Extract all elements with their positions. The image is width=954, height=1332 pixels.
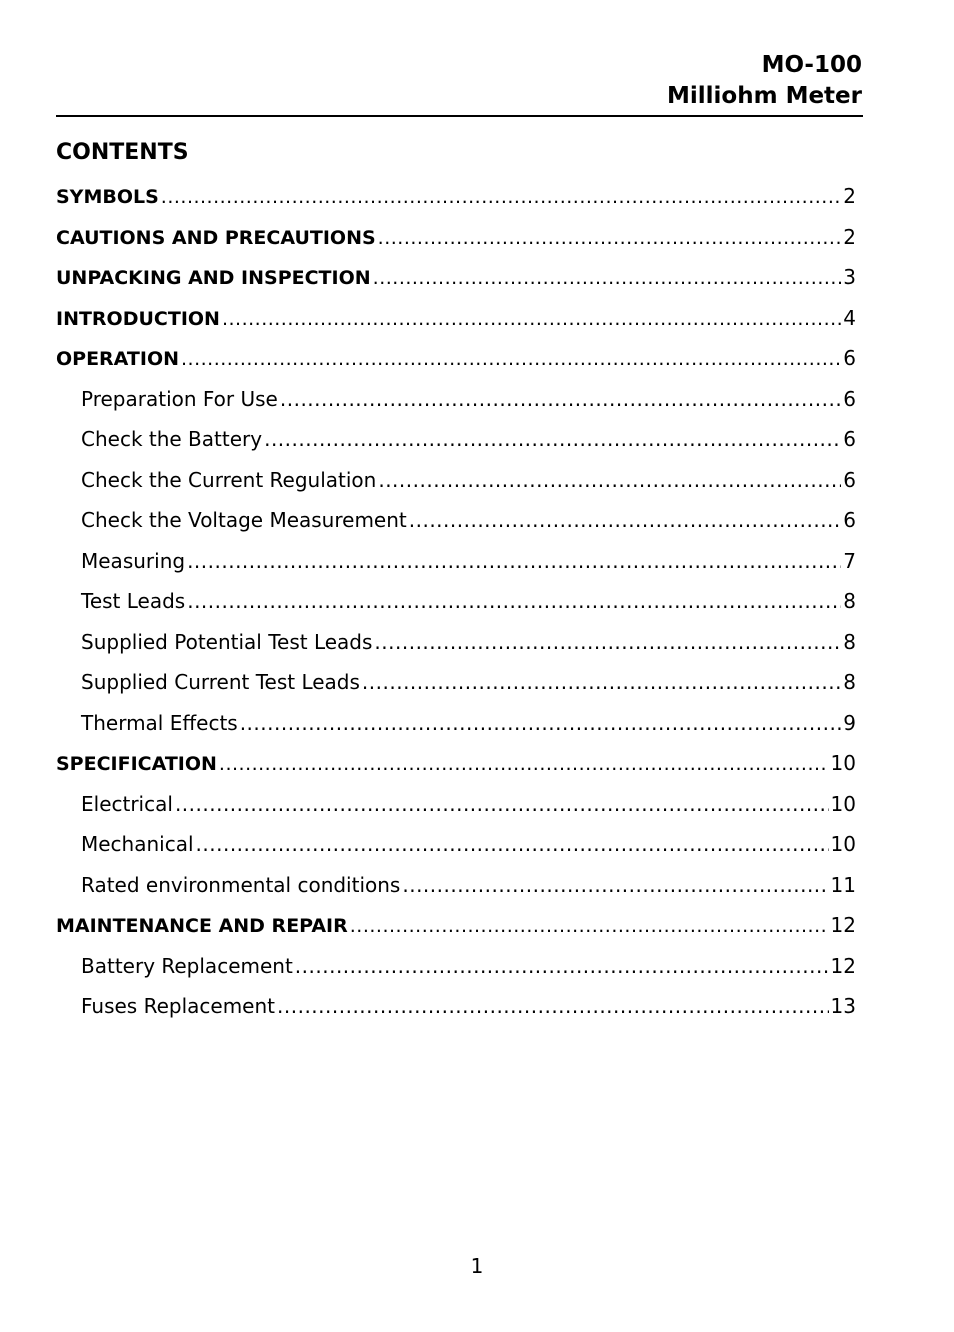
toc-entry-page: 6 <box>843 427 856 451</box>
toc-entry[interactable] <box>56 338 856 379</box>
toc-entry-label: MAINTENANCE AND REPAIR <box>56 915 348 937</box>
toc-entry-label: Thermal Effects <box>81 710 238 735</box>
document-header <box>56 50 862 112</box>
toc-entry[interactable] <box>56 743 856 784</box>
toc-entry-label: Test Leads <box>81 589 186 613</box>
toc-entry-label: Fuses Replacement <box>81 994 276 1018</box>
toc-entry-label: Check the Voltage Measurement <box>81 508 407 532</box>
toc-dot-leader <box>378 218 842 259</box>
toc-dot-leader <box>295 946 829 987</box>
toc-entry-label: Check the Battery <box>81 427 263 451</box>
toc-entry-page: 8 <box>843 589 856 613</box>
toc-entry-page: 10 <box>830 791 856 816</box>
toc-entry[interactable] <box>56 217 856 258</box>
toc-entry[interactable] <box>56 784 856 825</box>
toc-dot-leader <box>175 784 829 825</box>
toc-dot-leader <box>409 500 842 541</box>
toc-entry-page: 6 <box>843 386 856 411</box>
model-name: MO-100 <box>761 52 862 78</box>
toc-entry-page: 2 <box>843 184 856 208</box>
toc-entry[interactable] <box>56 460 856 501</box>
toc-entry[interactable] <box>56 905 856 946</box>
toc-entry-page: 13 <box>830 994 856 1018</box>
toc-entry-page: 2 <box>843 224 856 249</box>
product-name: Milliohm Meter <box>667 83 862 109</box>
toc-entry-page: 12 <box>830 913 856 937</box>
toc-entry[interactable] <box>56 946 856 987</box>
toc-entry-label: Battery Replacement <box>81 953 293 978</box>
toc-dot-leader <box>280 379 841 420</box>
toc-entry-page: 10 <box>830 832 856 856</box>
toc-dot-leader <box>264 419 841 460</box>
toc-entry[interactable] <box>56 703 856 744</box>
toc-entry[interactable] <box>56 865 856 906</box>
toc-entry-page: 8 <box>843 629 856 654</box>
toc-entry-page: 4 <box>843 305 856 330</box>
toc-entry-page: 8 <box>843 670 856 694</box>
toc-entry-label: SPECIFICATION <box>56 753 217 775</box>
toc-entry-page: 7 <box>843 548 856 573</box>
toc-entry[interactable] <box>56 986 856 1027</box>
toc-entry-page: 6 <box>843 508 856 532</box>
toc-entry[interactable] <box>56 419 856 460</box>
toc-entry[interactable] <box>56 379 856 420</box>
header-rule <box>56 115 863 117</box>
toc-entry[interactable] <box>56 541 856 582</box>
toc-entry-page: 12 <box>830 953 856 978</box>
toc-dot-leader <box>240 703 842 744</box>
toc-dot-leader <box>378 460 841 501</box>
toc-entry[interactable] <box>56 298 856 339</box>
toc-dot-leader <box>277 986 829 1027</box>
toc-entry[interactable] <box>56 622 856 663</box>
toc-entry[interactable] <box>56 176 856 217</box>
toc-dot-leader <box>374 622 841 663</box>
toc-entry-label: Electrical <box>81 791 173 816</box>
toc-entry-page: 11 <box>830 872 856 897</box>
toc-dot-leader <box>362 662 841 703</box>
toc-entry-label: UNPACKING AND INSPECTION <box>56 267 371 289</box>
toc-entry-page: 10 <box>830 751 856 775</box>
toc-entry[interactable] <box>56 257 856 298</box>
toc-entry-label: Mechanical <box>81 832 194 856</box>
toc-entry-label: CAUTIONS AND PRECAUTIONS <box>56 226 376 249</box>
toc-entry-label: Supplied Potential Test Leads <box>81 629 373 654</box>
toc-entry-label: Measuring <box>81 548 186 573</box>
toc-dot-leader <box>350 906 829 947</box>
toc-dot-leader <box>373 258 842 299</box>
toc-dot-leader <box>402 865 828 906</box>
toc-entry[interactable] <box>56 500 856 541</box>
toc-entry[interactable] <box>56 824 856 865</box>
toc-entry-label: Preparation For Use <box>81 386 278 411</box>
toc-dot-leader <box>187 581 841 622</box>
table-of-contents <box>56 176 856 1027</box>
toc-dot-leader <box>181 339 841 380</box>
toc-entry[interactable] <box>56 581 856 622</box>
toc-entry-page: 9 <box>843 710 856 735</box>
toc-dot-leader <box>187 541 841 582</box>
toc-entry-label: SYMBOLS <box>56 186 159 208</box>
toc-dot-leader <box>196 824 829 865</box>
toc-entry-label: Supplied Current Test Leads <box>81 670 360 694</box>
page-number: 1 <box>470 1254 484 1278</box>
toc-entry-label: OPERATION <box>56 348 179 370</box>
contents-title: CONTENTS <box>56 140 189 165</box>
toc-dot-leader <box>222 299 841 340</box>
toc-entry-page: 6 <box>843 346 856 370</box>
toc-entry-label: Rated environmental conditions <box>81 872 401 897</box>
toc-dot-leader <box>219 744 829 785</box>
toc-entry-label: INTRODUCTION <box>56 307 220 330</box>
toc-entry-label: Check the Current Regulation <box>81 467 377 492</box>
toc-entry[interactable] <box>56 662 856 703</box>
toc-entry-page: 3 <box>843 265 856 289</box>
toc-entry-page: 6 <box>843 467 856 492</box>
toc-dot-leader <box>161 177 841 218</box>
